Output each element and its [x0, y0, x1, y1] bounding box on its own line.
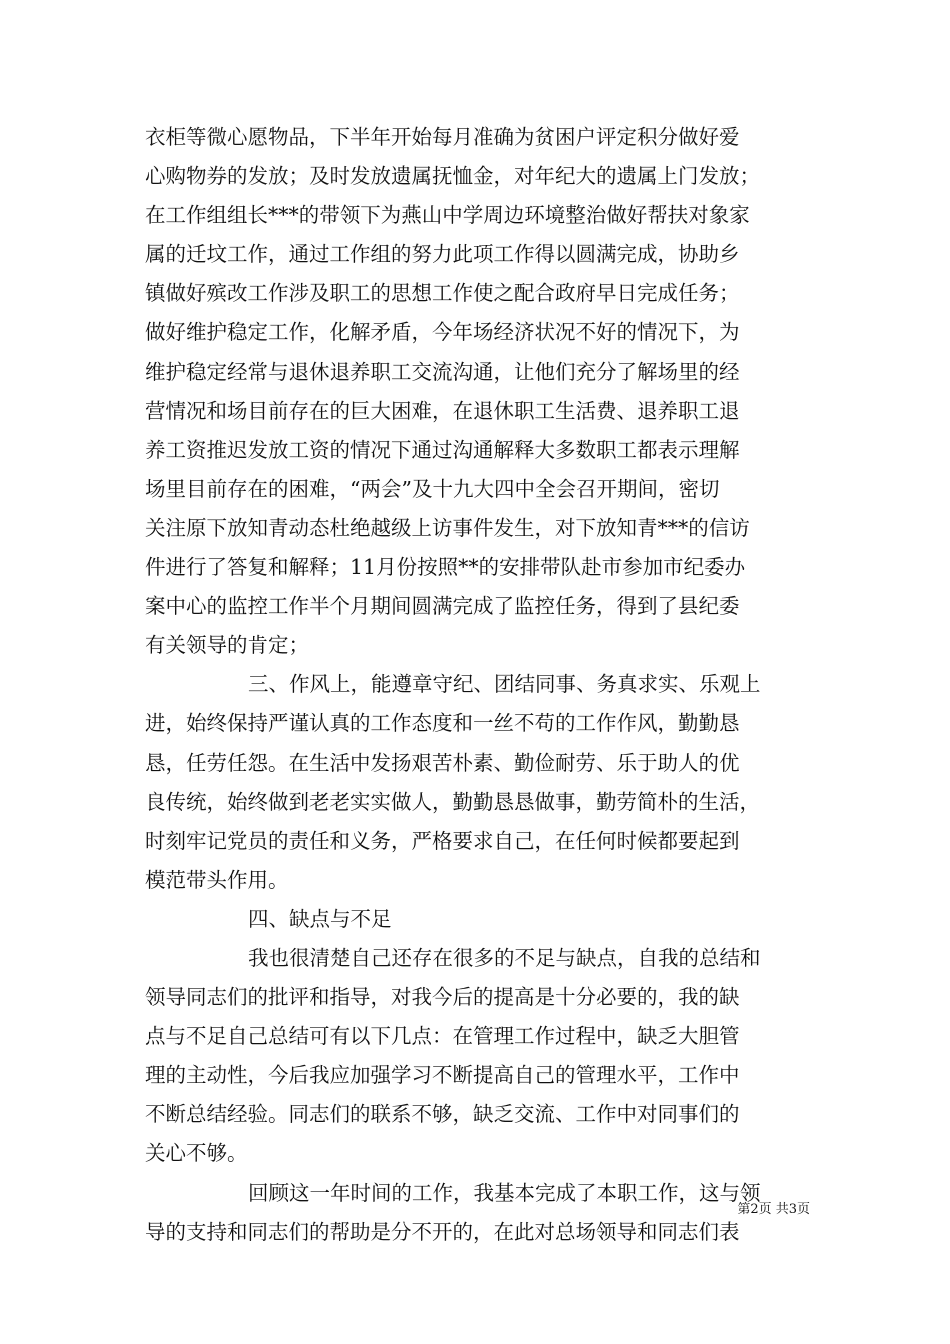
text-line: 心购物券的发放；及时发放遗属抚恤金，对年纪大的遗属上门发放；	[145, 164, 760, 189]
text-line: 养工资推迟发放工资的情况下通过沟通解释大多数职工都表示理解	[145, 437, 740, 462]
text-line: 良传统，始终做到老老实实做人，勤勤恳恳做事，勤劳简朴的生活，	[145, 789, 760, 814]
document-body	[145, 118, 810, 1252]
paragraph-first-line: 回顾这一年时间的工作，我基本完成了本职工作，这与领	[248, 1180, 761, 1205]
text-line: 导的支持和同志们的帮助是分不开的，在此对总场领导和同志们表	[145, 1219, 740, 1244]
section-heading: 四、缺点与不足	[248, 906, 392, 931]
text-line: 理的主动性，今后我应加强学习不断提高自己的管理水平，工作中	[145, 1063, 740, 1088]
text-line: 时刻牢记党员的责任和义务，严格要求自己，在任何时候都要起到	[145, 828, 740, 853]
text-line: 件进行了答复和解释；11月份按照**的安排带队赴市参加市纪委办	[145, 555, 746, 580]
text-line: 进，始终保持严谨认真的工作态度和一丝不苟的工作作风，勤勤恳	[145, 711, 740, 736]
paragraph-first-line: 我也很清楚自己还存在很多的不足与缺点，自我的总结和	[248, 945, 761, 970]
page-number-footer: 第2页 共3页	[737, 1202, 810, 1217]
text-line: 场里目前存在的困难，“两会”及十九大四中全会召开期间，密切	[145, 476, 720, 501]
text-line: 在工作组组长***的带领下为燕山中学周边环境整治做好帮扶对象家	[145, 203, 750, 228]
text-line: 关心不够。	[145, 1141, 248, 1166]
text-line: 恳，任劳任怨。在生活中发扬艰苦朴素、勤俭耐劳、乐于助人的优	[145, 750, 740, 775]
text-line: 案中心的监控工作半个月期间圆满完成了监控任务，得到了县纪委	[145, 594, 740, 619]
text-line: 领导同志们的批评和指导，对我今后的提高是十分必要的，我的缺	[145, 985, 740, 1010]
text-line: 有关领导的肯定；	[145, 633, 309, 658]
section-heading-line: 三、作风上，能遵章守纪、团结同事、务真求实、乐观上	[248, 672, 761, 697]
text-line: 点与不足自己总结可有以下几点：在管理工作过程中，缺乏大胆管	[145, 1024, 740, 1049]
text-line: 不断总结经验。同志们的联系不够，缺乏交流、工作中对同事们的	[145, 1102, 740, 1127]
text-line: 关注原下放知青动态杜绝越级上访事件发生，对下放知青***的信访	[145, 515, 750, 540]
text-line: 维护稳定经常与退休退养职工交流沟通，让他们充分了解场里的经	[145, 359, 740, 384]
text-line: 镇做好殡改工作涉及职工的思想工作使之配合政府早日完成任务；	[145, 281, 740, 306]
text-line: 属的迁坟工作，通过工作组的努力此项工作得以圆满完成，协助乡	[145, 242, 740, 267]
text-line: 模范带头作用。	[145, 867, 289, 892]
text-line: 做好维护稳定工作，化解矛盾，今年场经济状况不好的情况下，为	[145, 320, 740, 345]
text-line: 营情况和场目前存在的巨大困难，在退休职工生活费、退养职工退	[145, 398, 740, 423]
text-line: 衣柜等微心愿物品，下半年开始每月准确为贫困户评定积分做好爱	[145, 125, 740, 149]
